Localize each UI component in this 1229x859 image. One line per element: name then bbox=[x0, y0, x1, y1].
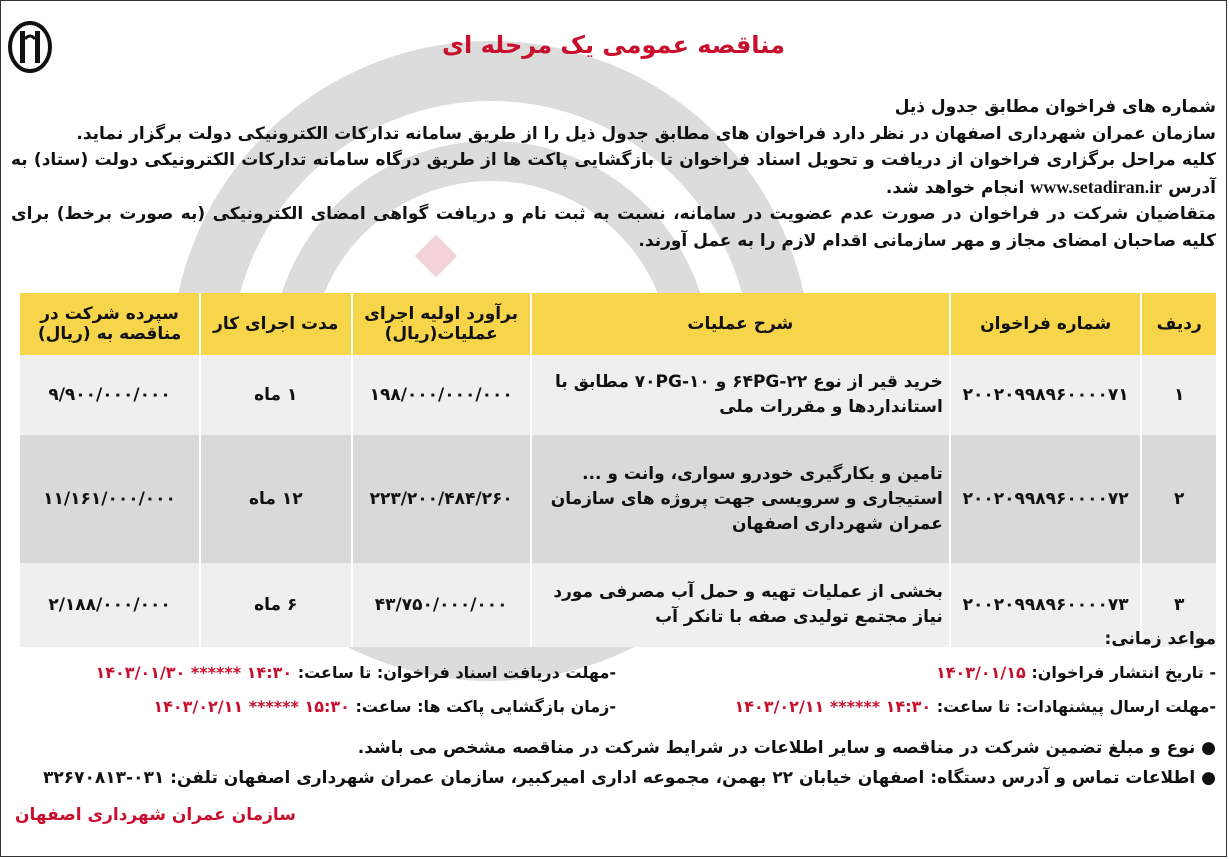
table-header-row bbox=[19, 293, 1216, 355]
table-row bbox=[19, 563, 1216, 647]
intro-line-2-a: کلیه مراحل برگزاری فراخوان از دریافت و تحویل اسناد فراخوان تا بازگشایی پاکت ها از طریق درگاه سامانه تدارکات الکترونیکی دولت (ستاد) به آدرس bbox=[11, 150, 1216, 198]
cell-tender-number: ۲۰۰۲۰۹۹۸۹۶۰۰۰۰۷۳ bbox=[950, 563, 1142, 647]
tender-table bbox=[18, 293, 1216, 647]
submit-deadline-value: ۱۴:۳۰ ****** ۱۴۰۳/۰۲/۱۱ bbox=[734, 697, 932, 716]
intro-line-2-b: انجام خواهد شد. bbox=[885, 177, 1031, 198]
header-tender-number: شماره فراخوان bbox=[950, 293, 1142, 355]
intro-text bbox=[11, 94, 1216, 254]
cell-deposit: ۹/۹۰۰/۰۰۰/۰۰۰ bbox=[19, 355, 200, 435]
cell-tender-number: ۲۰۰۲۰۹۹۸۹۶۰۰۰۰۷۱ bbox=[950, 355, 1142, 435]
cell-row-number: ۱ bbox=[1141, 355, 1216, 435]
note-guarantee: ● نوع و مبلغ تضمین شرکت در مناقصه و سایر اطلاعات در شرایط شرکت در مناقصه مشخص می باشد. bbox=[357, 738, 1216, 758]
table-row bbox=[19, 355, 1216, 435]
header-row-number: ردیف bbox=[1141, 293, 1216, 355]
header-estimate: برآورد اولیه اجرای عملیات(ریال) bbox=[352, 293, 531, 355]
intro-line-2 bbox=[11, 147, 1216, 201]
header-deposit: سپرده شرکت در مناقصه به (ریال) bbox=[19, 293, 200, 355]
cell-estimate: ۲۲۳/۲۰۰/۴۸۴/۲۶۰ bbox=[352, 435, 531, 563]
opening-time bbox=[153, 697, 616, 716]
dates-title: مواعد زمانی: bbox=[1104, 629, 1216, 649]
cell-deposit: ۱۱/۱۶۱/۰۰۰/۰۰۰ bbox=[19, 435, 200, 563]
cell-deposit: ۲/۱۸۸/۰۰۰/۰۰۰ bbox=[19, 563, 200, 647]
intro-line-1: سازمان عمران شهرداری اصفهان در نظر دارد فراخوان های مطابق جدول ذیل را از طریق سامانه تدارکات الکترونیکی دولت برگزار نماید. bbox=[76, 123, 1216, 144]
cell-duration: ۱ ماه bbox=[200, 355, 351, 435]
docs-deadline bbox=[96, 663, 617, 682]
cell-estimate: ۴۳/۷۵۰/۰۰۰/۰۰۰ bbox=[352, 563, 531, 647]
cell-description: تامین و بکارگیری خودرو سواری، وانت و ... استیجاری و سرویسی جهت پروژه های سازمان عمران شهرداری اصفهان bbox=[531, 435, 950, 563]
cell-estimate: ۱۹۸/۰۰۰/۰۰۰/۰۰۰ bbox=[352, 355, 531, 435]
docs-deadline-value: ۱۴:۳۰ ****** ۱۴۰۳/۰۱/۳۰ bbox=[95, 663, 293, 682]
notes bbox=[43, 733, 1216, 793]
submit-deadline-label: -مهلت ارسال پیشنهادات: تا ساعت: bbox=[936, 697, 1216, 716]
cell-duration: ۶ ماه bbox=[200, 563, 351, 647]
header-description: شرح عملیات bbox=[531, 293, 950, 355]
cell-description: خرید قیر از نوع ۲۲-۶۴PG و ۱۰-۷۰PG مطابق با استانداردها و مقررات ملی bbox=[531, 355, 950, 435]
signature: سازمان عمران شهرداری اصفهان bbox=[15, 805, 297, 825]
page-title: مناقصه عمومی یک مرحله ای bbox=[442, 31, 785, 59]
setadiran-link[interactable]: www.setadiran.ir bbox=[1030, 176, 1163, 197]
submit-deadline bbox=[735, 697, 1217, 716]
cell-description: بخشی از عملیات تهیه و حمل آب مصرفی مورد نیاز مجتمع تولیدی صفه با تانکر آب bbox=[531, 563, 950, 647]
cell-duration: ۱۲ ماه bbox=[200, 435, 351, 563]
docs-deadline-label: -مهلت دریافت اسناد فراخوان: تا ساعت: bbox=[297, 663, 616, 682]
table-row bbox=[19, 435, 1216, 563]
header-duration: مدت اجرای کار bbox=[200, 293, 351, 355]
cell-tender-number: ۲۰۰۲۰۹۹۸۹۶۰۰۰۰۷۲ bbox=[950, 435, 1142, 563]
opening-time-value: ۱۵:۳۰ ****** ۱۴۰۳/۰۲/۱۱ bbox=[153, 697, 350, 716]
publish-date bbox=[936, 663, 1216, 682]
publish-date-label: - تاریخ انتشار فراخوان: bbox=[1031, 663, 1216, 682]
intro-heading: شماره های فراخوان مطابق جدول ذیل bbox=[894, 97, 1216, 117]
cell-row-number: ۳ bbox=[1141, 563, 1216, 647]
opening-time-label: -زمان بازگشایی پاکت ها: ساعت: bbox=[355, 697, 616, 716]
cell-row-number: ۲ bbox=[1141, 435, 1216, 563]
note-contact: ● اطلاعات تماس و آدرس دستگاه: اصفهان خیابان ۲۲ بهمن، مجموعه اداری امیرکبیر، سازمان عمران شهرداری اصفهان تلفن: ۰۳۱-۳۲۶۷۰۸۱۳ bbox=[43, 768, 1216, 788]
intro-line-3: متقاضیان شرکت در فراخوان در صورت عدم عضویت در سامانه، نسبت به ثبت نام و دریافت گواهی امضای الکترونیکی (به صورت برخط) برای کلیه صاحبان امضای مجاز و مهر سازمانی اقدام لازم را به عمل آورند. bbox=[11, 204, 1216, 251]
publish-date-value: ۱۴۰۳/۰۱/۱۵ bbox=[935, 663, 1026, 682]
